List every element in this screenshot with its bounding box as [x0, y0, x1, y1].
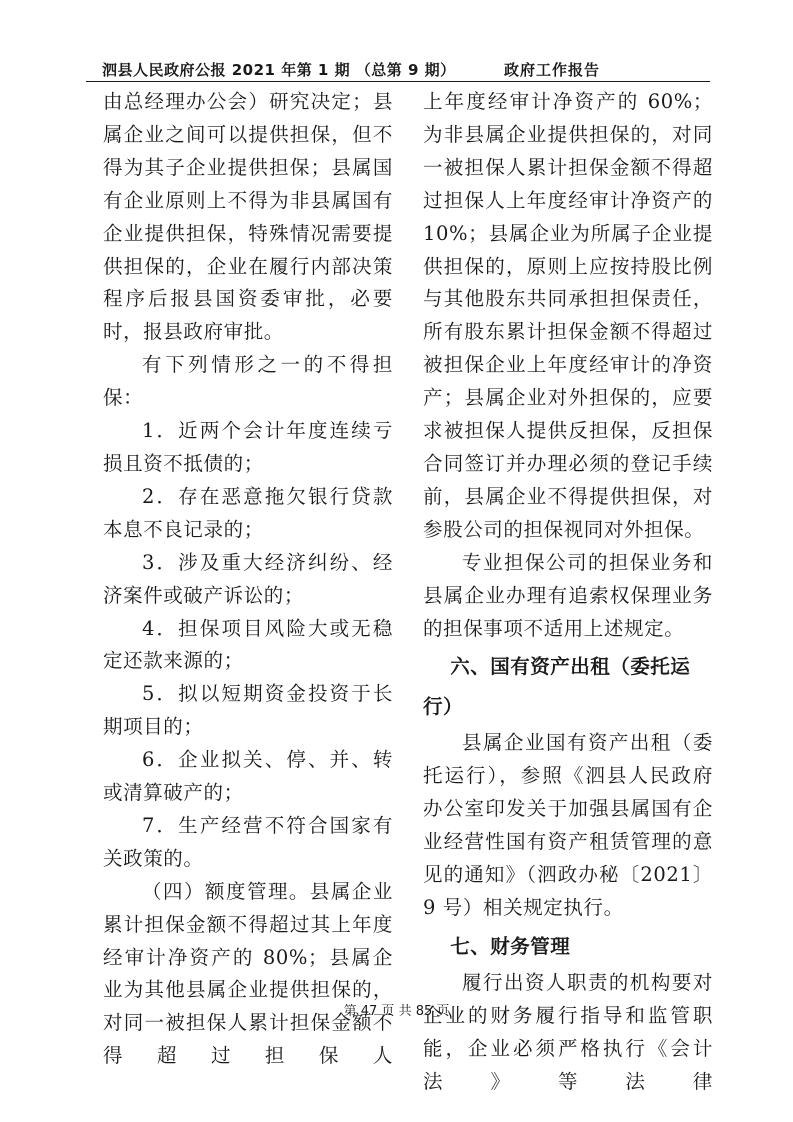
list-item: 4．担保项目风险大或无稳定还款来源的； [103, 616, 393, 673]
paragraph: 专业担保公司的担保业务和县属企业办理有追索权保理业务的担保事项不适用上述规定。 [423, 550, 713, 640]
page-number: 第 47 页 共 85 页 [343, 1004, 450, 1019]
header-rule [86, 81, 710, 83]
paragraph: 有下列情形之一的不得担保： [103, 353, 393, 410]
paragraph: 上年度经审计净资产的 60%；为非县属企业提供担保的，对同一被担保人累计担保金额不得超过担保人上年度经审计净资产的 10%；县属企业为所属子企业提供担保的，原则上应按持股比例与其他股东共同承担担保责任，所有股东累计担保金额不得超过被担保企业上年度经审计的净资产；县属企业对外担保的，应要求被担保人提供反担保，反担保合同签订并办理必须的登记手续前，县属企业不得提供担保，对参股公司的担保视同对外担保。 [423, 90, 713, 541]
list-item: 7．生产经营不符合国家有关政策的。 [103, 813, 393, 870]
paragraph: （四）额度管理。县属企业累计担保金额不得超过其上年度经审计净资产的 80%；县属企业为其他县属企业提供担保的，对同一被担保人累计担保金额不得超过担保人 [103, 879, 393, 1068]
section-title: 政府工作报告 [503, 61, 600, 79]
bulletin-title: 泗县人民政府公报 2021 年第 1 期 （总第 9 期） [102, 61, 456, 79]
list-item: 3．涉及重大经济纠纷、经济案件或破产诉讼的； [103, 550, 393, 607]
paragraph: 县属企业国有资产出租（委托运行），参照《泗县人民政府办公室印发关于加强县属国有企业经营性国有资产租赁管理的意见的通知》（泗政办秘〔2021〕9 号）相关规定执行。 [423, 731, 713, 919]
paragraph: 由总经理办公会）研究决定；县属企业之间可以提供担保，但不得为其子企业提供担保；县属国有企业原则上不得为非县属国有企业提供担保，特殊情况需要提供担保的，企业在履行内部决策程序后报县国资委审批，必要时，报县政府审批。 [103, 90, 393, 344]
left-column [103, 86, 393, 1073]
section-heading: 七、财务管理 [450, 934, 571, 958]
right-column [423, 86, 713, 1098]
page-header [86, 56, 710, 82]
section-heading: 六、国有资产出租（委托运行） [423, 655, 691, 719]
list-item: 6．企业拟关、停、并、转或清算破产的； [103, 748, 393, 805]
list-item: 2．存在恶意拖欠银行贷款本息不良记录的； [103, 484, 393, 541]
paragraph: 履行出资人职责的机构要对企业的财务履行指导和监管职能，企业必须严格执行《会计法》等法律 [423, 970, 713, 1093]
list-item: 5．拟以短期资金投资于长期项目的； [103, 682, 393, 739]
list-item: 1．近两个会计年度连续亏损且资不抵债的； [103, 419, 393, 475]
